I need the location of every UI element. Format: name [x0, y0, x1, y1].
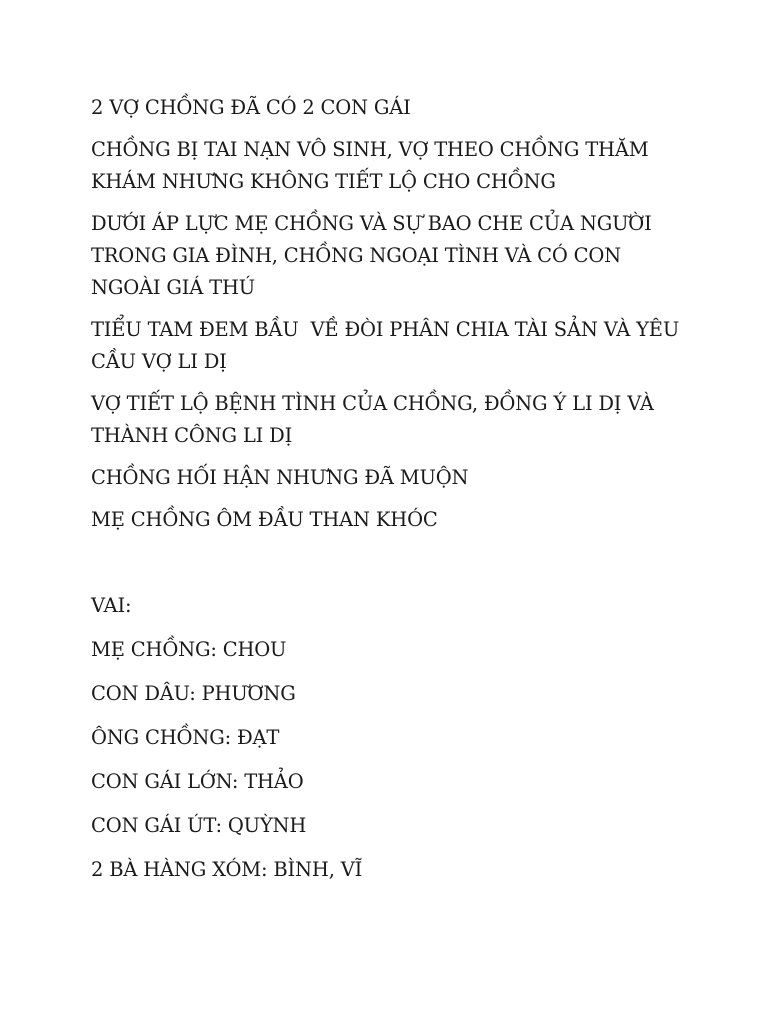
- role-line-2: CON DÂU: PHƯƠNG: [91, 682, 296, 705]
- role-line-6: 2 BÀ HÀNG XÓM: BÌNH, VĨ: [91, 858, 363, 881]
- section-spacer: [91, 546, 691, 590]
- roles-heading: VAI:: [91, 594, 132, 617]
- role-line-5: CON GÁI ÚT: QUỲNH: [91, 814, 307, 837]
- role-line-3: ÔNG CHỒNG: ĐẠT: [91, 726, 280, 749]
- role-line-1: MẸ CHỒNG: CHOU: [91, 638, 287, 661]
- paragraph-3: DƯỚI ÁP LỰC MẸ CHỒNG VÀ SỰ BAO CHE CỦA NGƯỜI TRONG GIA ĐÌNH, CHỒNG NGOẠI TÌNH VÀ CÓ CON NGOÀI GIÁ THÚ: [91, 212, 658, 299]
- paragraph-4: TIỂU TAM ĐEM BẦU VỀ ĐÒI PHÂN CHIA TÀI SẢN VÀ YÊU CẦU VỢ LI DỊ: [91, 318, 686, 373]
- document-body: [91, 92, 691, 898]
- paragraph-1: 2 VỢ CHỒNG ĐÃ CÓ 2 CON GÁI: [91, 96, 411, 119]
- paragraph-6: CHỒNG HỐI HẬN NHƯNG ĐÃ MUỘN: [91, 466, 469, 489]
- role-line-4: CON GÁI LỚN: THẢO: [91, 770, 304, 793]
- paragraph-5: VỢ TIẾT LỘ BỆNH TÌNH CỦA CHỒNG, ĐỒNG Ý LI DỊ VÀ THÀNH CÔNG LI DỊ: [91, 392, 660, 447]
- paragraph-2: CHỒNG BỊ TAI NẠN VÔ SINH, VỢ THEO CHỒNG THĂM KHÁM NHƯNG KHÔNG TIẾT LỘ CHO CHỒNG: [91, 138, 655, 193]
- paragraph-7: MẸ CHỒNG ÔM ĐẦU THAN KHÓC: [91, 508, 438, 531]
